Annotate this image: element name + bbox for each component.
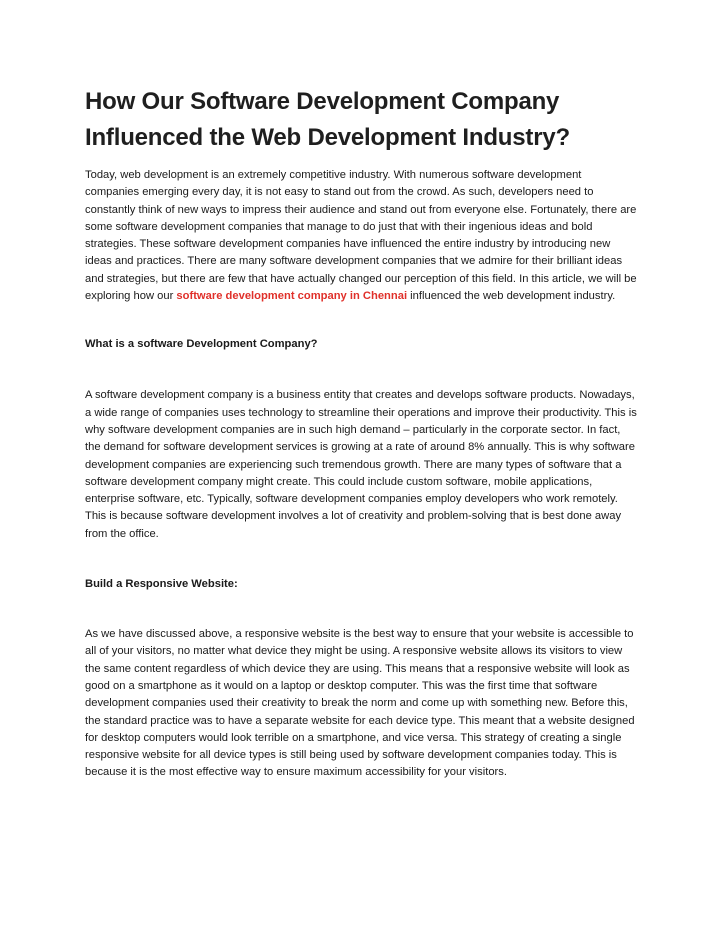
intro-paragraph — [85, 167, 637, 305]
section-heading-responsive: Build a Responsive Website: — [85, 578, 238, 591]
section-paragraph-what-is: A software development company is a business entity that creates and develops software products. Nowadays, a wide range of companies uses technology to streamline their operations and improve their productivity. This is why software development companies are in such high demand – particularly in the corporate sector. In fact, the demand for software development services is growing at a rate of around 8% annually. This is why software development companies are experiencing such tremendous growth. There are many types of software that a software development company might create. This could include custom software, mobile applications, enterprise software, etc. Typically, software development companies employ developers who work remotely. This is because software development involves a lot of creativity and problem-solving that is best done away from the office. — [85, 389, 637, 540]
document-page — [85, 84, 637, 782]
page-title: How Our Software Development Company Influenced the Web Development Industry? — [85, 88, 570, 151]
section-heading-what-is: What is a software Development Company? — [85, 338, 318, 351]
intro-text-after: influenced the web development industry. — [407, 290, 616, 303]
company-link[interactable]: software development company in Chennai — [176, 290, 408, 303]
intro-text-before: Today, web development is an extremely competitive industry. With numerous software development companies emerging every day, it is not easy to stand out from the crowd. As such, developers need to constantly think of new ways to impress their audience and stand out from everyone else. Fortunately, there are some software development companies that manage to do just that with their ingenious ideas and bold strategies. These software development companies have influenced the entire industry by introducing new ideas and practices. There are many software development companies that we admire for their brilliant ideas and strategies, but there are few that have actually changed our perception of this field. In this article, we will be exploring how our — [85, 169, 637, 303]
section-paragraph-responsive: As we have discussed above, a responsive website is the best way to ensure that your website is accessible to all of your visitors, no matter what device they might be using. A responsive website allows its visitors to view the same content regardless of which device they are using. This means that a responsive website will look as good on a smartphone as it would on a laptop or desktop computer. This was the first time that software development companies used their creativity to break the norm and come up with something new. Before this, the standard practice was to have a separate website for each device type. This meant that a website designed for desktop computers would look terrible on a smartphone, and vice versa. This strategy of creating a single responsive website for all device types is still being used by software development companies today. This is because it is the most effective way to ensure maximum accessibility for your visitors. — [85, 628, 635, 779]
